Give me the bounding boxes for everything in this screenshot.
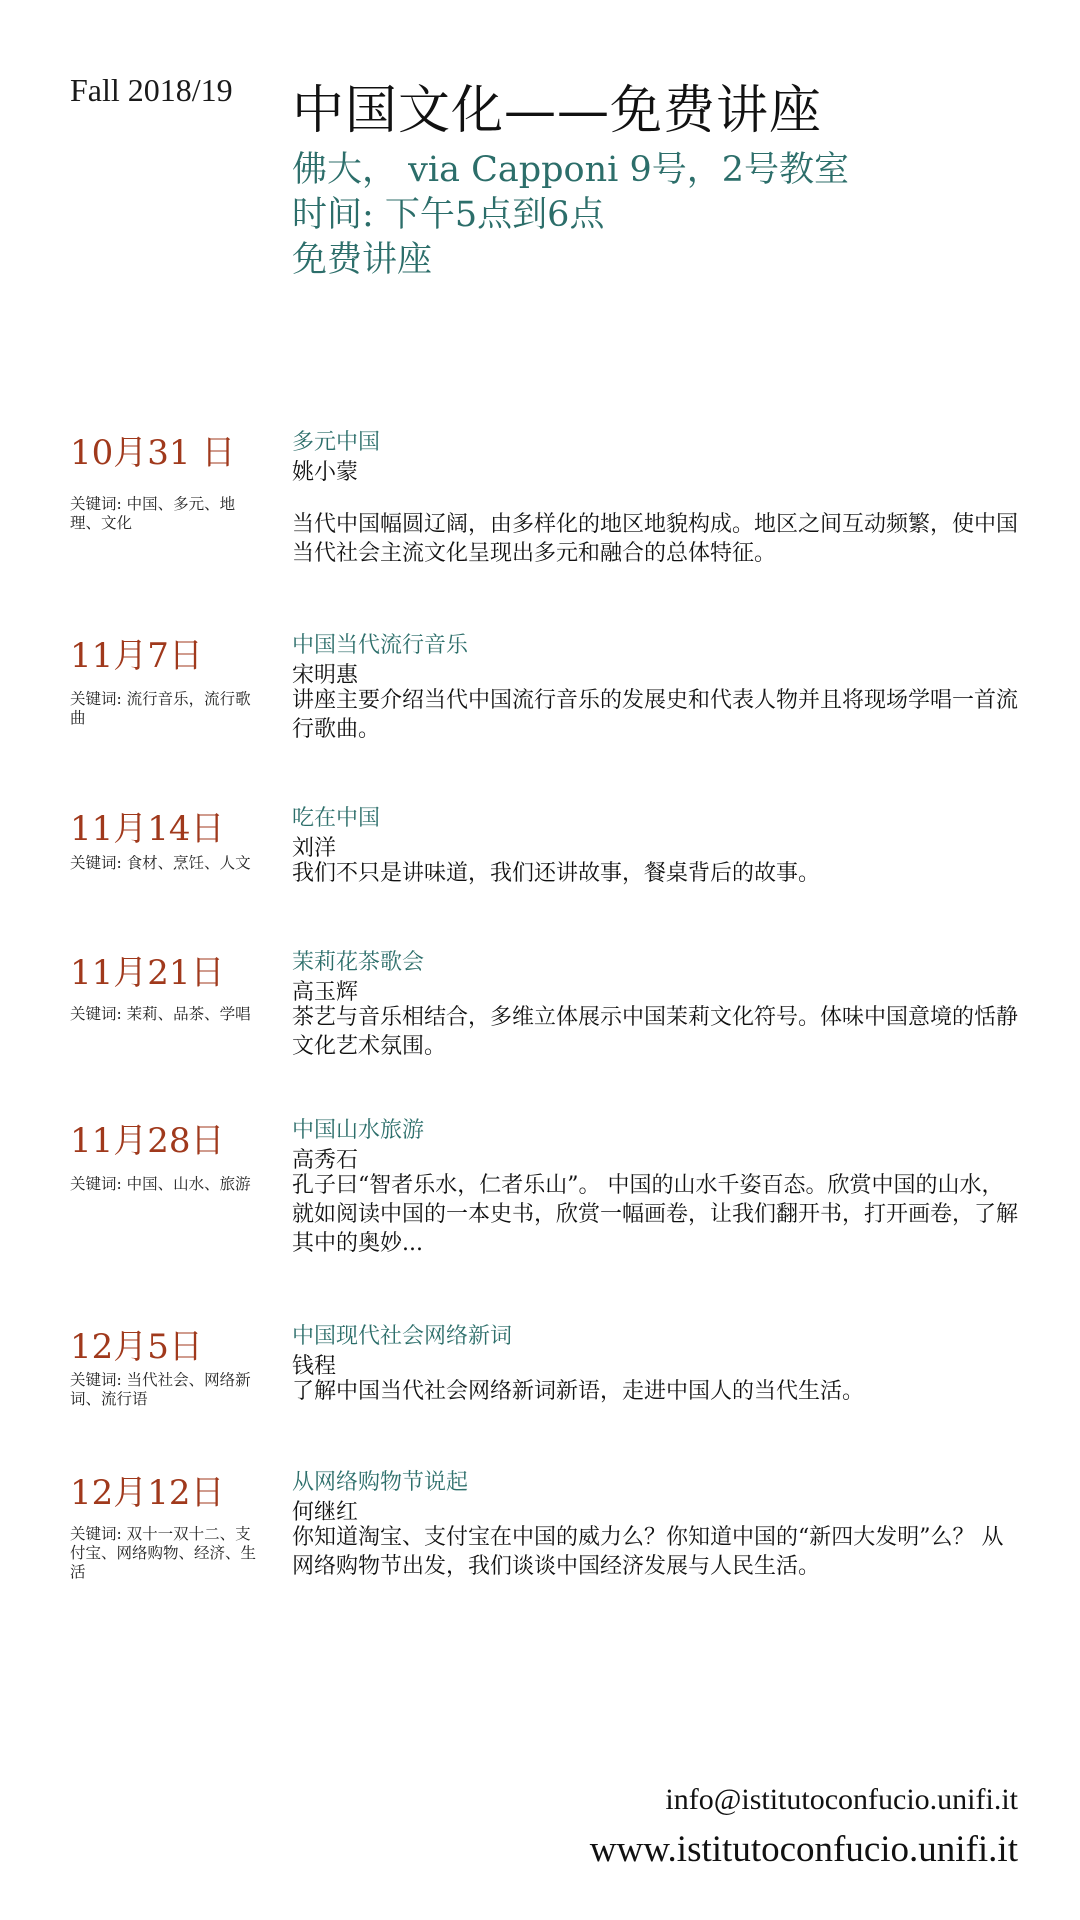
event-title: 中国现代社会网络新词 — [292, 1324, 513, 1349]
event-keywords: 关键词: 双十一双十二、支付宝、网络购物、经济、生活 — [70, 1525, 257, 1581]
event-keywords: 关键词: 茉莉、品茶、学唱 — [70, 1005, 251, 1023]
event-date: 12月12日 — [70, 1473, 225, 1513]
event-date: 12月5日 — [70, 1327, 203, 1367]
event-keywords: 关键词: 流行音乐，流行歌曲 — [70, 690, 251, 727]
event-description: 你知道淘宝、支付宝在中国的威力么？你知道中国的“新四大发明”么？ 从网络购物节出发，我们谈谈中国经济发展与人民生活。 — [292, 1525, 1004, 1579]
event-title: 中国山水旅游 — [292, 1118, 425, 1143]
season-label: Fall 2018/19 — [70, 72, 233, 108]
event-title: 多元中国 — [292, 430, 381, 455]
event-speaker: 宋明惠 — [292, 663, 359, 688]
event-description: 了解中国当代社会网络新词新语，走进中国人的当代生活。 — [292, 1379, 865, 1404]
event-description: 我们不只是讲味道，我们还讲故事，餐桌背后的故事。 — [292, 861, 821, 886]
event-keywords: 关键词: 当代社会、网络新词、流行语 — [70, 1371, 251, 1408]
contact-email[interactable]: info@istitutoconfucio.unifi.it — [665, 1783, 1018, 1816]
event-speaker: 刘洋 — [292, 836, 337, 861]
event-speaker: 姚小蒙 — [292, 460, 359, 485]
event-description: 茶艺与音乐相结合，多维立体展示中国茉莉文化符号。体味中国意境的恬静文化艺术氛围。 — [292, 1005, 1019, 1059]
event-date: 11月14日 — [70, 809, 225, 849]
time-text: 时间: 下午5点到6点 — [292, 195, 605, 235]
free-lecture-text: 免费讲座 — [292, 240, 433, 280]
lecture-info — [292, 148, 849, 283]
event-description: 当代中国幅圆辽阔，由多样化的地区地貌构成。地区之间互动频繁，使中国当代社会主流文化呈现出多元和融合的总体特征。 — [292, 512, 1019, 566]
event-speaker: 钱程 — [292, 1354, 337, 1379]
event-description: 讲座主要介绍当代中国流行音乐的发展史和代表人物并且将现场学唱一首流行歌曲。 — [292, 688, 1019, 742]
event-title: 中国当代流行音乐 — [292, 633, 469, 658]
event-title: 从网络购物节说起 — [292, 1470, 469, 1495]
event-date: 11月28日 — [70, 1121, 225, 1161]
event-speaker: 何继红 — [292, 1500, 359, 1525]
page-title: 中国文化——免费讲座 — [292, 81, 823, 141]
event-title: 吃在中国 — [292, 806, 381, 831]
event-keywords: 关键词: 中国、山水、旅游 — [70, 1175, 251, 1193]
event-keywords: 关键词: 中国、多元、地理、文化 — [70, 495, 236, 532]
event-title: 茉莉花茶歌会 — [292, 950, 425, 975]
location-text: 佛大， via Capponi 9号，2号教室 — [292, 150, 850, 190]
event-date: 10月31 日 — [70, 433, 236, 473]
event-description: 孔子曰“智者乐水，仁者乐山”。 中国的山水千姿百态。欣赏中国的山水，就如阅读中国的一本史书，欣赏一幅画卷，让我们翻开书，打开画卷，了解其中的奥妙... — [292, 1173, 1019, 1256]
event-speaker: 高秀石 — [292, 1148, 359, 1173]
event-date: 11月21日 — [70, 953, 225, 993]
event-date: 11月7日 — [70, 636, 203, 676]
event-keywords: 关键词: 食材、烹饪、人文 — [70, 854, 251, 872]
event-speaker: 高玉辉 — [292, 980, 359, 1005]
website-link[interactable]: www.istitutoconfucio.unifi.it — [589, 1829, 1018, 1870]
